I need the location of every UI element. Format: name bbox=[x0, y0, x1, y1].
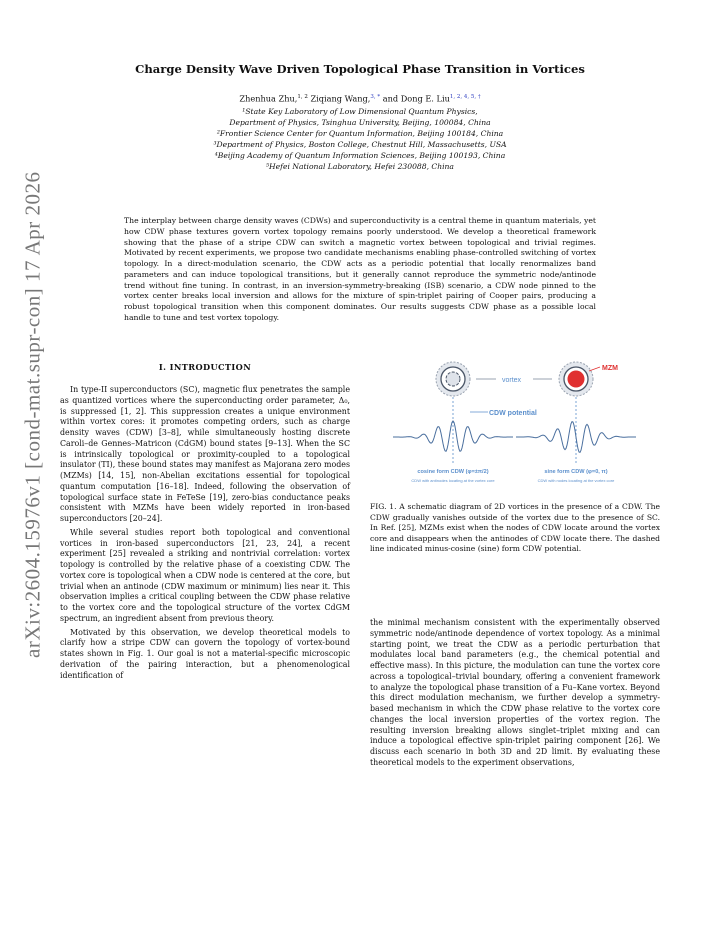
paragraph: Motivated by this observation, we develop theoretical models to clarify how a stripe CDW can govern the topology of vortex-bound states shown in Fig. 1. Our goal is not a material-specific microscopic derivation of the pairing interaction, but a phenomenological identification of bbox=[60, 627, 350, 680]
author-affil-marker[interactable]: 1, 2, 4, 5, † bbox=[449, 94, 481, 100]
affiliation-line: ²Frontier Science Center for Quantum Information, Beijing 100184, China bbox=[216, 129, 504, 138]
right-vortex-mzm-icon bbox=[559, 362, 593, 396]
figure-caption: FIG. 1. A schematic diagram of 2D vortices in the presence of a CDW. The CDW gradually vanishes outside of the vortex due to the presence of SC. In Ref. [25], MZMs exist when the nodes of CDW locate around the vortex core and disappears when the antinodes of CDW locate there. The dashed line indicated minus-cosine (sine) form CDW potential. bbox=[370, 502, 660, 554]
paragraph: While several studies report both topological and conventional vortices in iron-based superconductors [21, 23, 24], a recent experiment [25] revealed a striking and nontrivial correlation: vortex topology is controlled by the relative phase of a coexisting CDW. The vortex core is topological when a CDW node is centered at the core, but trivial when an antinode (CDW maximum or minimum) lies near it. This observation implies a critical coupling between the CDW phase relative to the vortex core and the topological structure of the vortex CdGM spectrum, an ingredient absent from previous theory. bbox=[60, 527, 350, 623]
affiliations bbox=[60, 106, 660, 172]
abstract: The interplay between charge density waves (CDWs) and superconductivity is a central theme in quantum materials, yet how CDW phase textures govern vortex topology remains poorly understood. We develop a theoretical framework showing that the phase of a stripe CDW can switch a magnetic vortex between topological and trivial regimes. Motivated by recent experiments, we propose two candidate mechanisms enabling phase-controlled switching of vortex topology. In a direct-modulation scenario, the CDW acts as a periodic potential that locally renormalizes band parameters and can induce topological transitions, but it generally cannot reproduce the symmetric node/antinode trend without fine tuning. In contrast, in an inversion-symmetry-breaking (ISB) scenario, a CDW node pinned to the vortex center breaks local inversion and allows for the mixture of spin-triplet pairing of Cooper pairs, producing a robust topological transition when this component dominates. Our results suggests CDW phase as a possible local handle to tune and test vortex topology. bbox=[124, 216, 596, 322]
author-name: and Dong E. Liu bbox=[382, 93, 450, 104]
left-vortex-icon bbox=[436, 362, 470, 396]
right-column bbox=[370, 618, 660, 772]
paragraph: the minimal mechanism consistent with the experimentally observed symmetric node/antinode dependence of vortex topology. As a minimal starting point, we treat the CDW as a periodic perturbation that modulates local band parameters (e.g., the chemical potential and effective mass). In this picture, the modulation can tune the vortex core across a topological–trivial boundary, offering a convenient framework to analyze the topological phase transition of a Fu–Kane vortex. Beyond this direct modulation mechanism, we further develop a symmetry-based mechanism in which the CDW phase relative to the vortex core changes the local inversion properties of the vortex region. The resulting inversion breaking allows singlet–triplet mixing and can induce a topological effective spin-triplet pairing component [26]. We discuss each scenario in both 3D and 2D limit. By evaluating these theoretical models to the experiment observations, bbox=[370, 618, 660, 767]
author-name: Ziqiang Wang, bbox=[310, 93, 371, 104]
vortex-label: vortex bbox=[502, 377, 522, 384]
author-affil-marker: 1, 2 bbox=[297, 94, 308, 100]
author-list bbox=[60, 92, 660, 105]
left-column bbox=[60, 385, 350, 684]
sine-form-title: sine form CDW (φ=0, π) bbox=[544, 469, 608, 475]
section-heading: I. INTRODUCTION bbox=[158, 362, 252, 372]
cosine-form-title: cosine form CDW (φ=±π/2) bbox=[417, 469, 489, 475]
paragraph: In type-II superconductors (SC), magnetic flux penetrates the sample as quantized vortices where the superconducting order parameter, Δ₀, is suppressed [1, 2]. This suppression creates a unique environment within vortex cores: it promotes competing orders, such as charge density waves (CDW) [3–8], while simultaneously hosting discrete Caroli–de Gennes–Matricon (CdGM) bound states [9–13]. When the SC is intrinsically topological or proximity-coupled to a topological insulator (TI), these bound states may manifest as Majorana zero modes (MZMs) [14, 15], non-Abelian excitations essential for topological quantum computation [16–18]. Indeed, following the observation of topological surface state in FeTeSe [19], zero-bias conductance peaks consistent with MZMs have been widely reported in iron-based superconductors [20–24]. bbox=[60, 385, 350, 523]
affiliation-line: ³Department of Physics, Boston College, Chestnut Hill, Massachusetts, USA bbox=[213, 140, 507, 149]
mzm-label: MZM bbox=[602, 365, 618, 372]
figure-1-schematic bbox=[378, 357, 658, 492]
affiliation-line: ¹State Key Laboratory of Low Dimensional Quantum Physics, bbox=[242, 107, 478, 116]
author-name: Zhenhua Zhu, bbox=[239, 93, 298, 104]
sine-form-subtitle: CDW with nodes locating at the vortex core bbox=[537, 478, 615, 483]
cosine-form-subtitle: CDW with antinodes locating at the vortex core bbox=[411, 478, 495, 483]
affiliation-line: Department of Physics, Tsinghua University, Beijing, 100084, China bbox=[229, 118, 491, 127]
affiliation-line: ⁵Hefei National Laboratory, Hefei 230088, China bbox=[266, 162, 454, 171]
author-affil-marker[interactable]: 3, * bbox=[370, 94, 381, 100]
arxiv-sidebar-stamp: arXiv:2604.15976v1 [cond-mat.supr-con] 17 Apr 2026 bbox=[20, 171, 45, 659]
paper-title: Charge Density Wave Driven Topological Phase Transition in Vortices bbox=[135, 62, 585, 76]
affiliation-line: ⁴Beijing Academy of Quantum Information Sciences, Beijing 100193, China bbox=[214, 151, 506, 160]
cdw-potential-label: CDW potential bbox=[489, 410, 537, 417]
